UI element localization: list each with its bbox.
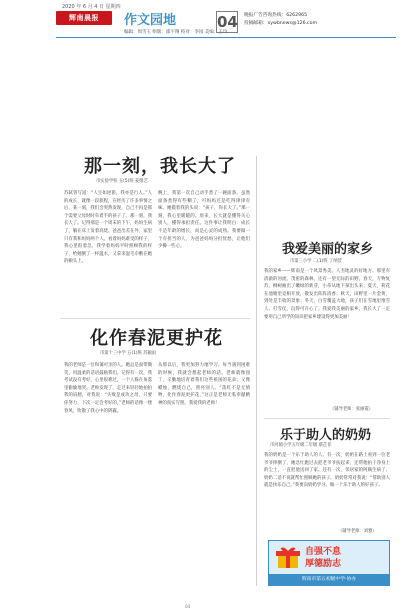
article-title: 那一刻，我长大了 — [84, 156, 236, 177]
contact-email: 投稿邮箱：xywbnews@126.com — [244, 21, 318, 26]
teacher-credit: （辅导老师：张丽霞） — [330, 407, 373, 412]
article-body-left: 我的老师是一位和蔼可亲的人。她总是面带微笑，用温柔的话语鼓励我们。记得有一次，我考试没有考好，心里很难过，一个人躲在角落里偷偷地哭。老师发现了，走过来轻轻地拍拍我的肩膀，对我说：“失败是成功之母，只要你努力，下次一定会考好的。”老师的话像一缕春风，吹散了我心中的阴霾。 — [64, 363, 152, 414]
header-rule — [56, 37, 396, 38]
article-byline: 市第十三中学 五(1)班 苏颖雨 — [100, 351, 157, 356]
gift-box-icon — [275, 544, 301, 570]
contact-tel: 晚报广告咨询热线：6262965 — [244, 13, 308, 18]
teacher-credit: （辅导老师：刘雅） — [338, 529, 377, 534]
article-byline: 市实验学校 五(5)班 姜维艺 — [96, 179, 148, 184]
article-body-left: 苏轼曾写道：“人生如逆旅，我亦是行人。”人的成长，就像一段旅程，在经历了许多事情之后，某一刻，我们会突然发现，自己不再是那个需要父母时时牵着手的孩子了。那一刻，我长大了。记得那是一个周末的下午，妈妈生病了，躺在床上发着高烧。爸爸出差在外，家里只有我和妈妈两个人。看着妈妈难受的样子，我心里很着急，我学着妈妈平时照顾我的样子，给她倒了一杯温水，又拿来湿毛巾敷在她的额头上。 — [64, 191, 152, 265]
section-title: 作文园地 — [124, 13, 177, 28]
banner-line-1: 自强不息 — [305, 547, 342, 557]
column-divider — [256, 156, 257, 586]
article-title: 我爱美丽的家乡 — [282, 242, 374, 257]
article-title: 乐于助人的奶奶 — [280, 428, 372, 443]
page-number: 04 — [217, 13, 238, 31]
article-byline: 市第三小学 二(1)班 丁纳萱 — [290, 259, 342, 264]
article-byline: 市河镇小学五年级二年级 蔡芷菲 — [270, 443, 332, 448]
date-line: 2020 年 6 月 4 日 星期四 — [62, 4, 121, 10]
article-body: 我的奶奶是一个乐于助人的人。有一次，奶奶在路上看到一位老爷爷摔倒了，她急忙跑过去把老爷爷扶起来，还帮他拍干净身上的尘土，一直把他送回了家。还有一次，邻居家的阿姨生病了，奶奶二话不说就帮忙照顾她的孩子。奶奶常常对我说：“帮助别人就是快乐自己。”我要向奶奶学习，做一个乐于助人的好孩子。 — [264, 453, 390, 489]
blank-area — [62, 48, 380, 142]
page-footer: 04 — [185, 604, 191, 609]
school-banner — [268, 540, 390, 586]
editor-line: 编辑：周雪玉 组版：邵宇翔 校对：李园 美编：王玲 — [124, 30, 228, 35]
article-body-right: 从那以后，我更加努力地学习。每当遇到困难的时候，我就会想起老师的话。老师就像园丁，辛勤地培育着我们这些祖国的花朵；又像蜡烛，燃烧自己，照亮别人。“落红不是无情物，化作春泥更护花。”这正是老师无私奉献精神的真实写照。我爱我的老师！ — [158, 363, 250, 406]
article-body-right: 晚上，我第一次自己动手煮了一碗面条。虽然面条煮得有些糊了，可妈妈还是吃得津津有味。她摸着我的头说：“孩子，你长大了。”那一刻，我心里暖暖的。原来，长大就是懂得关心别人，懂得承担责任。这件事让我明白：成长不是年龄的增长，而是心灵的成熟。我要做一个有担当的人，为爸爸妈妈分担忧愁，让他们少操一些心。 — [158, 191, 250, 250]
article-body: 我的家乡——辉南是一个风景秀美、人杰地灵的好地方。那里有清澈的河流、茂密的森林，还有一望无际的田野。春天，万物复苏，柳树抽出了嫩绿的新芽，小草从地下探出头来；夏天，荷花在池塘里竞相开放，散发出阵阵清香；秋天，田野里一片金黄，到处是丰收的景象；冬天，白雪覆盖大地，孩子们在雪地里堆雪人、打雪仗，玩得可开心了。我爱我美丽的家乡，我长大了一定要用自己所学的知识把家乡建设得更加美丽！ — [264, 269, 390, 320]
article-title: 化作春泥更护花 — [90, 328, 223, 349]
banner-line-3: 辉南市第五初级中学·协办 — [269, 574, 389, 585]
newspaper-logo: 辉南晨报 — [56, 11, 112, 25]
divider — [264, 418, 390, 419]
divider — [60, 318, 250, 319]
contact-info — [244, 12, 317, 28]
banner-line-2: 厚德励志 — [305, 559, 342, 569]
